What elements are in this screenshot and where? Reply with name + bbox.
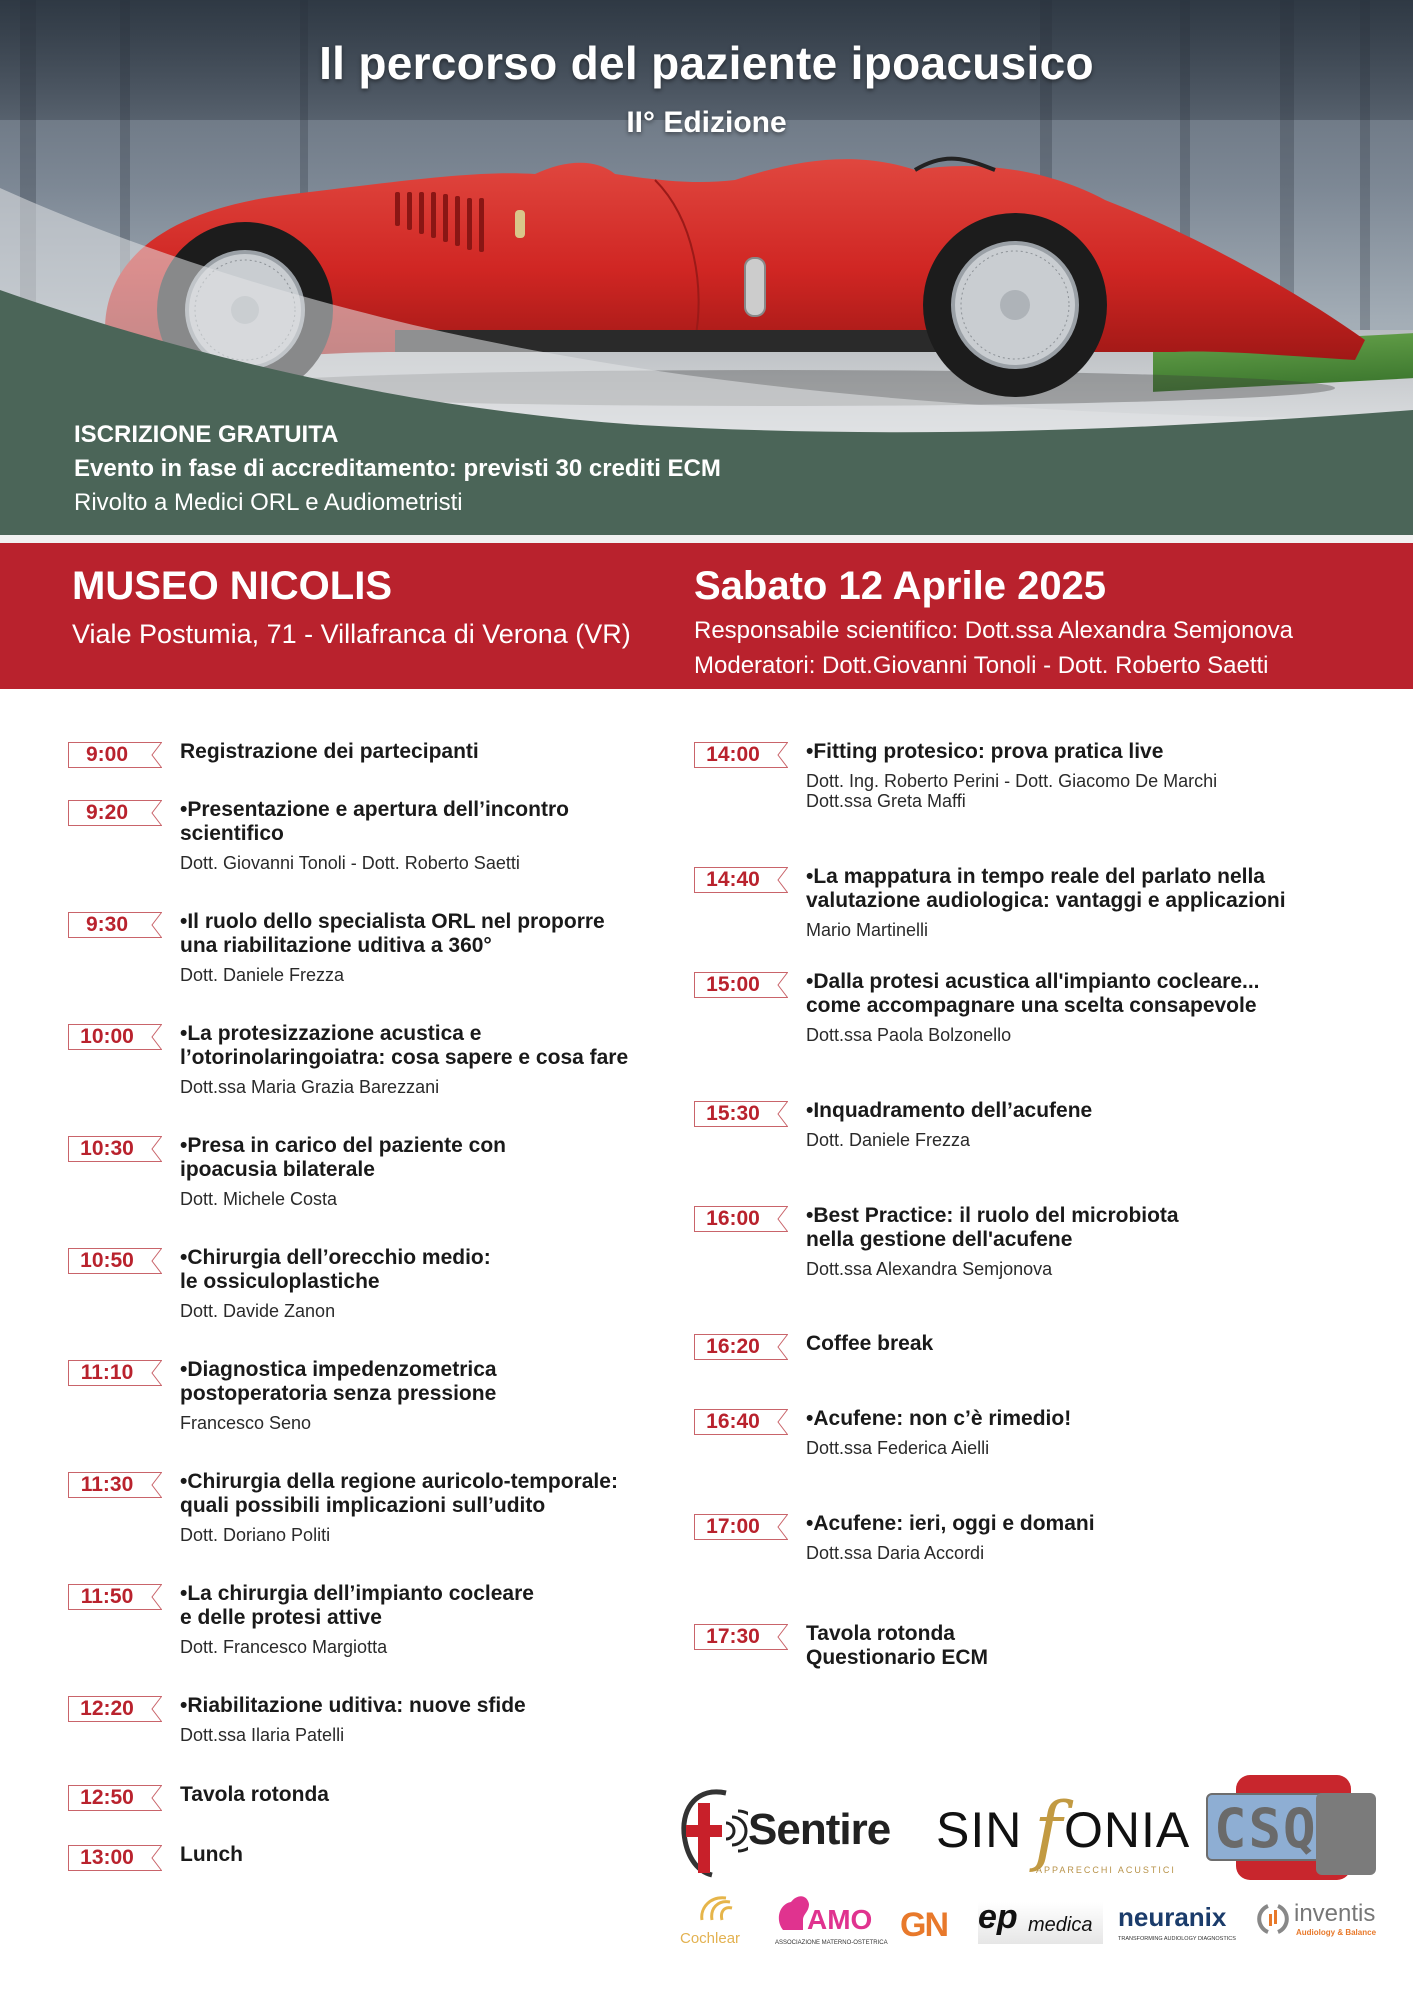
session-title: •Il ruolo dello specialista ORL nel proporre una riabilitazione uditiva a 360° (180, 910, 605, 957)
event-title: Il percorso del paziente ipoacusico (319, 37, 1094, 89)
time-label: 12:20 (80, 1697, 134, 1720)
csq-logo (1206, 1775, 1386, 1885)
sinfonia-tagline: APPARECCHI ACUSTICI (1036, 1865, 1176, 1875)
time-label: 13:00 (80, 1846, 134, 1869)
session-details (180, 1470, 618, 1545)
time-label: 14:00 (706, 743, 760, 766)
time-badge (68, 1696, 162, 1722)
session-speaker: Dott.ssa Daria Accordi (806, 1543, 985, 1563)
time-badge (694, 1409, 788, 1435)
session-details (806, 1512, 1095, 1563)
cochlear-wordmark: Cochlear (680, 1930, 741, 1947)
time-badge (694, 867, 788, 893)
venue-name: MUSEO NICOLIS (72, 564, 393, 608)
time-label: 14:40 (706, 868, 760, 891)
session-speaker: Dott.ssa Alexandra Semjonova (806, 1259, 1053, 1279)
session-details (180, 910, 605, 985)
session-details (180, 798, 569, 873)
session-details (180, 1694, 526, 1745)
session-title: •Presentazione e apertura dell’incontro scientifico (180, 798, 569, 845)
session-speaker: Dott. Daniele Frezza (806, 1130, 971, 1150)
time-label: 15:00 (706, 973, 760, 996)
time-label: 10:30 (80, 1137, 134, 1160)
hero-banner (0, 0, 1413, 535)
time-badge (694, 1334, 788, 1360)
gn-logo (900, 1906, 962, 1946)
session-title: Tavola rotonda (180, 1783, 329, 1806)
audience-text: Rivolto a Medici ORL e Audiometristi (74, 489, 463, 516)
amo-logo (773, 1890, 893, 1960)
time-label: 10:00 (80, 1025, 134, 1048)
session-speaker: Dott.ssa Paola Bolzonello (806, 1025, 1012, 1045)
cochlear-logo (678, 1890, 768, 1960)
session-details (180, 1246, 491, 1321)
session-details (806, 1099, 1092, 1150)
sinfonia-wordmark-left: SIN (936, 1802, 1023, 1858)
session-details (180, 740, 479, 764)
inventis-wordmark: inventis (1294, 1900, 1376, 1927)
session-title: •Dalla protesi acustica all'impianto cocleare... come accompagnare una scelta consapevole (806, 970, 1260, 1017)
session-speaker: Dott. Giovanni Tonoli - Dott. Roberto Saetti (180, 853, 520, 873)
inventis-logo (1256, 1900, 1386, 1950)
time-badge (68, 742, 162, 768)
neuranix-wordmark: neuranix (1118, 1902, 1227, 1932)
session-details (180, 1358, 497, 1433)
time-badge (694, 972, 788, 998)
time-badge (68, 1024, 162, 1050)
session-details (806, 865, 1286, 940)
medica-wordmark: medica (1028, 1914, 1093, 1936)
divider (0, 535, 1413, 543)
cochlear-swirl-icon (696, 1894, 736, 1928)
date-block (694, 561, 1293, 681)
accreditation-text: Evento in fase di accreditamento: previsti 30 crediti ECM (74, 455, 721, 482)
ep-wordmark: ep (978, 1898, 1018, 1936)
venue-block (72, 561, 631, 651)
venue-date-band (0, 543, 1413, 689)
time-badge (68, 1136, 162, 1162)
session-details (806, 1622, 988, 1670)
event-edition: II° Edizione (626, 106, 787, 139)
registration-label: ISCRIZIONE GRATUITA (74, 421, 339, 448)
time-label: 17:30 (706, 1625, 760, 1648)
session-speaker: Mario Martinelli (806, 920, 929, 940)
session-speaker: Dott. Davide Zanon (180, 1301, 336, 1321)
time-label: 9:30 (85, 913, 129, 936)
time-label: 9:00 (85, 743, 129, 766)
session-speaker: Dott. Michele Costa (180, 1189, 338, 1209)
time-badge (694, 1624, 788, 1650)
sponsor-logos-secondary (678, 1890, 1398, 1970)
time-badge (68, 912, 162, 938)
session-title: •Acufene: ieri, oggi e domani (806, 1512, 1095, 1535)
session-details (806, 1332, 933, 1356)
time-badge (68, 1248, 162, 1274)
time-badge (68, 1584, 162, 1610)
gn-wordmark: GN (900, 1906, 947, 1944)
sentire-logo (678, 1785, 913, 1880)
sinfonia-wordmark-right: ONIA (1064, 1802, 1191, 1858)
session-details (180, 1022, 628, 1097)
sponsor-logos-main (678, 1775, 1398, 1885)
session-details (180, 1134, 506, 1209)
csq-wordmark: CSQ (1214, 1797, 1318, 1860)
time-badge (694, 1514, 788, 1540)
venue-address: Viale Postumia, 71 - Villafranca di Verona (VR) (72, 619, 631, 649)
time-badge (68, 1845, 162, 1871)
session-title: •Riabilitazione uditiva: nuove sfide (180, 1694, 526, 1717)
session-title: •Chirurgia della regione auricolo-temporale: quali possibili implicazioni sull’udito (180, 1470, 618, 1517)
event-date: Sabato 12 Aprile 2025 (694, 564, 1107, 608)
time-label: 16:00 (706, 1207, 760, 1230)
session-title: •Presa in carico del paziente con ipoacusia bilaterale (180, 1134, 506, 1181)
sinfonia-logo (936, 1787, 1206, 1882)
neuranix-logo (1118, 1902, 1248, 1952)
session-title: Lunch (180, 1843, 243, 1866)
time-label: 11:10 (80, 1361, 134, 1384)
session-details (180, 1783, 329, 1807)
session-title: Coffee break (806, 1332, 934, 1355)
time-label: 16:20 (706, 1335, 760, 1358)
scientific-lead: Responsabile scientifico: Dott.ssa Alexandra Semjonova (694, 617, 1293, 644)
time-label: 10:50 (80, 1249, 134, 1272)
session-title: Registrazione dei partecipanti (180, 740, 479, 763)
time-label: 16:40 (706, 1410, 760, 1433)
session-speaker: Dott. Doriano Politi (180, 1525, 331, 1545)
epmedica-logo (978, 1898, 1103, 1944)
session-title: •Best Practice: il ruolo del microbiota nella gestione dell'acufene (806, 1204, 1179, 1251)
time-label: 9:20 (85, 801, 129, 824)
session-speaker: Dott.ssa Federica Aielli (806, 1438, 990, 1458)
session-speaker: Dott. Daniele Frezza (180, 965, 345, 985)
time-label: 12:50 (80, 1786, 134, 1809)
session-details (806, 1407, 1071, 1458)
moderators: Moderatori: Dott.Giovanni Tonoli - Dott. Roberto Saetti (694, 652, 1269, 679)
session-speaker: Dott. Francesco Margiotta (180, 1637, 388, 1657)
session-details (806, 970, 1260, 1045)
time-badge (68, 800, 162, 826)
session-details (180, 1843, 243, 1867)
session-details (806, 740, 1217, 811)
time-badge (694, 1101, 788, 1127)
time-badge (68, 1360, 162, 1386)
time-label: 15:30 (706, 1102, 760, 1125)
session-details (806, 1204, 1179, 1279)
neuranix-tagline: TRANSFORMING AUDIOLOGY DIAGNOSTICS (1118, 1936, 1236, 1942)
inventis-symbol-icon (1256, 1902, 1290, 1936)
session-title: •Fitting protesico: prova pratica live (806, 740, 1164, 763)
session-title: •La mappatura in tempo reale del parlato nella valutazione audiologica: vantaggi e applicazioni (806, 865, 1286, 912)
session-title: •Acufene: non c’è rimedio! (806, 1407, 1072, 1430)
time-badge (68, 1785, 162, 1811)
time-badge (694, 742, 788, 768)
session-title: •Chirurgia dell’orecchio medio: le ossiculoplastiche (180, 1246, 491, 1293)
time-label: 11:30 (80, 1473, 134, 1496)
time-label: 17:00 (706, 1515, 760, 1538)
ear-cross-icon (678, 1785, 748, 1880)
time-badge (68, 1472, 162, 1498)
session-speaker: Dott.ssa Maria Grazia Barezzani (180, 1077, 440, 1097)
session-speaker: Dott. Ing. Roberto Perini - Dott. Giacomo De Marchi Dott.ssa Greta Maffi (806, 771, 1218, 811)
session-speaker: Francesco Seno (180, 1413, 312, 1433)
session-title: Tavola rotonda Questionario ECM (806, 1622, 989, 1669)
sentire-wordmark: Sentire (748, 1805, 891, 1854)
amo-tagline: ASSOCIAZIONE MATERNO-OSTETRICA (775, 1940, 888, 1946)
session-title: •La chirurgia dell’impianto cocleare e delle protesi attive (180, 1582, 534, 1629)
inventis-tagline: Audiology & Balance (1296, 1928, 1377, 1937)
amo-wordmark: AMO (807, 1904, 873, 1935)
registration-info (74, 418, 721, 520)
session-speaker: Dott.ssa Ilaria Patelli (180, 1725, 345, 1745)
session-title: •Inquadramento dell’acufene (806, 1099, 1093, 1122)
session-title: •Diagnostica impedenzometrica postoperatoria senza pressione (180, 1358, 497, 1405)
sinfonia-script-f: f (1034, 1785, 1063, 1874)
time-label: 11:50 (80, 1585, 134, 1608)
session-details (180, 1582, 534, 1657)
session-title: •La protesizzazione acustica e l’otorinolaringoiatra: cosa sapere e cosa fare (180, 1022, 629, 1069)
time-badge (694, 1206, 788, 1232)
